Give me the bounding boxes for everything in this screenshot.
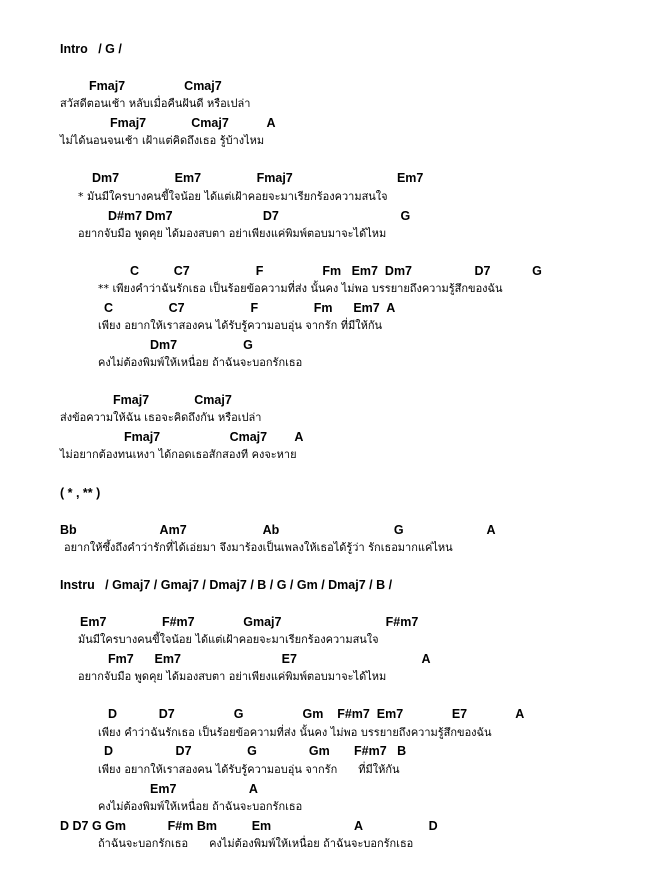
outro-lyric-1: ถ้าฉันจะบอกรักเธอ คงไม่ต้องพิมพ์ให้เหนื่อย ถ้าฉันจะบอกรักเธอ — [98, 837, 414, 850]
chorus2-lyric-2: เพียง อยากให้เราสองคน ได้รับรู้ความอบอุ่น จากรัก ที่มีให้กัน — [98, 763, 400, 776]
pre1-lyric-2: อยากจับมือ พูดคุย ได้มองสบตา อย่าเพียงแค่พิมพ์ตอบมาจะได้ไหม — [78, 227, 387, 240]
verse2-chords-1: Fmaj7 Cmaj7 — [113, 393, 232, 407]
intro-line: Intro / G / — [60, 42, 122, 56]
pre2-lyric-1: มันมีใครบางคนขี้ใจน้อย ได้แต่เฝ้าคอยจะมาเรียกร้องความสนใจ — [78, 633, 379, 646]
chorus1-chords-3: Dm7 G — [150, 338, 253, 352]
pre1-chords-1: Dm7 Em7 Fmaj7 Em7 — [92, 171, 424, 185]
chorus1-lyric-1: ** เพียงคำว่าฉันรักเธอ เป็นร้อยข้อความที่ส่ง นั้นคง ไม่พอ บรรยายถึงความรู้สึกของฉัน — [98, 282, 503, 295]
verse1-chords-2: Fmaj7 Cmaj7 A — [110, 116, 276, 130]
verse1-lyric-1: สวัสดีตอนเช้า หลับเมื่อคืนฝันดี หรือเปล่า — [60, 97, 251, 110]
verse2-chords-2: Fmaj7 Cmaj7 A — [124, 430, 304, 444]
bridge-chords-1: Bb Am7 Ab G A — [60, 523, 496, 537]
chorus1-chords-2: C C7 F Fm Em7 A — [104, 301, 396, 315]
chorus1-lyric-3: คงไม่ต้องพิมพ์ให้เหนื่อย ถ้าฉันจะบอกรักเธอ — [98, 356, 303, 369]
chorus2-chords-1: D D7 G Gm F#m7 Em7 E7 A — [108, 707, 525, 721]
chorus1-lyric-2: เพียง อยากให้เราสองคน ได้รับรู้ความอบอุ่น จากรัก ที่มีให้กัน — [98, 319, 383, 332]
chorus1-chords-1: C C7 F Fm Em7 Dm7 D7 G — [130, 264, 542, 278]
pre2-lyric-2: อยากจับมือ พูดคุย ได้มองสบตา อย่าเพียงแค่พิมพ์ตอบมาจะได้ไหม — [78, 670, 387, 683]
chorus2-lyric-3: คงไม่ต้องพิมพ์ให้เหนื่อย ถ้าฉันจะบอกรักเธอ — [98, 800, 303, 813]
outro-chords-1: D D7 G Gm F#m Bm Em A D — [60, 819, 438, 833]
pre2-chords-1: Em7 F#m7 Gmaj7 F#m7 — [80, 615, 419, 629]
chorus2-lyric-1: เพียง คำว่าฉันรักเธอ เป็นร้อยข้อความที่ส่ง นั้นคง ไม่พอ บรรยายถึงความรู้สึกของฉัน — [98, 726, 492, 739]
instru-line: Instru / Gmaj7 / Gmaj7 / Dmaj7 / B / G / Gm / Dmaj7 / B / — [60, 578, 393, 592]
repeat-marker: ( * , ** ) — [60, 486, 101, 500]
pre1-lyric-1: * มันมีใครบางคนขี้ใจน้อย ได้แต่เฝ้าคอยจะมาเรียกร้องความสนใจ — [78, 190, 388, 203]
verse1-chords-1: Fmaj7 Cmaj7 — [89, 79, 222, 93]
chorus2-chords-3: Em7 A — [150, 782, 258, 796]
verse1-lyric-2: ไม่ได้นอนจนเช้า เฝ้าแต่คิดถึงเธอ รู้บ้างไหม — [60, 134, 265, 147]
bridge-lyric-1: อยากให้ซึ้งถึงคำว่ารักที่ได้เอ่ยมา จึงมาร้องเป็นเพลงให้เธอได้รู้ว่า รักเธอมากแค่ไหน — [64, 541, 453, 554]
verse2-lyric-1: ส่งข้อความให้ฉัน เธอจะคิดถึงกัน หรือเปล่า — [60, 411, 262, 424]
pre2-chords-2: Fm7 Em7 E7 A — [108, 652, 431, 666]
verse2-lyric-2: ไม่อยากต้องทนเหงา ได้กอดเธอสักสองที คงจะหาย — [60, 448, 297, 461]
chorus2-chords-2: D D7 G Gm F#m7 B — [104, 744, 407, 758]
pre1-chords-2: D#m7 Dm7 D7 G — [108, 209, 411, 223]
